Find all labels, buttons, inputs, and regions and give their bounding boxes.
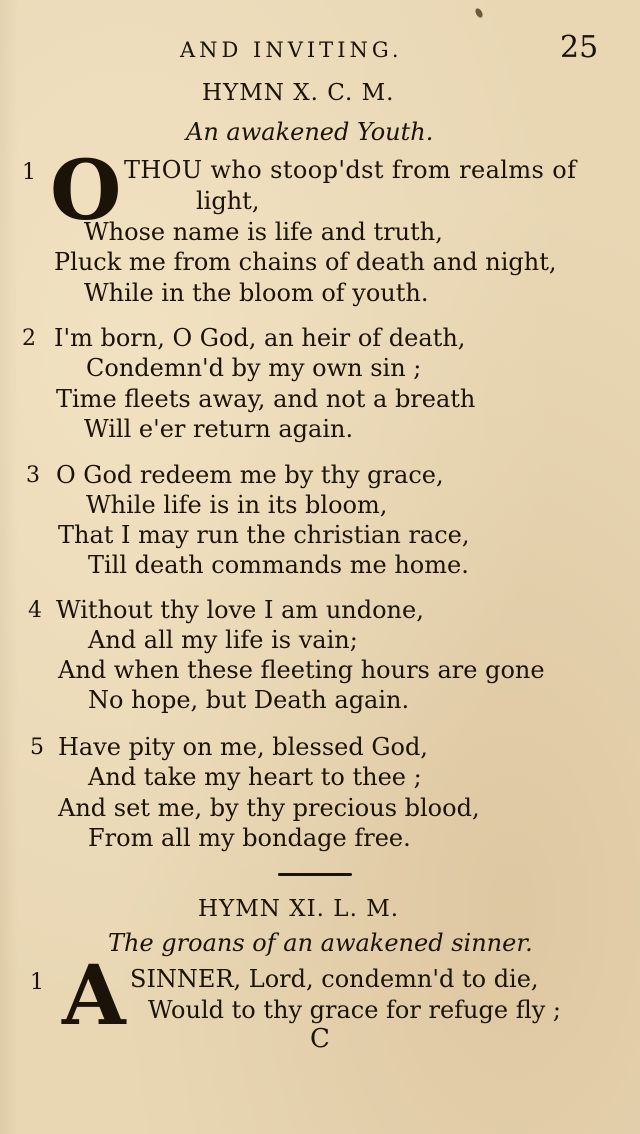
verse-line: THOU who stoop'dst from realms of	[124, 156, 577, 184]
verse-line: Whose name is life and truth,	[84, 218, 443, 246]
verse-line: While in the bloom of youth.	[84, 279, 429, 307]
page-number: 25	[560, 30, 599, 65]
ink-speck	[474, 7, 484, 19]
verse-line: While life is in its bloom,	[86, 491, 388, 519]
verse-line: And all my life is vain;	[88, 626, 358, 654]
verse-number: 3	[26, 463, 40, 488]
verse-number: 1	[30, 970, 44, 995]
verse-line: Have pity on me, blessed God,	[58, 733, 428, 761]
verse-line: That I may run the christian race,	[58, 521, 470, 549]
verse-line: Pluck me from chains of death and night,	[54, 248, 557, 276]
running-head: AND INVITING.	[180, 38, 403, 62]
verse-number: 5	[30, 735, 44, 760]
verse-line: Time fleets away, and not a breath	[56, 385, 476, 413]
signature-mark: C	[310, 1024, 330, 1054]
hymn-11-subtitle: The groans of an awakened sinner.	[108, 929, 533, 957]
drop-cap: A	[62, 948, 126, 1044]
verse-line: light,	[196, 187, 260, 215]
verse-line: From all my bondage free.	[88, 824, 411, 852]
verse-line: I'm born, O God, an heir of death,	[54, 324, 466, 352]
verse-line: SINNER, Lord, condemn'd to die,	[130, 965, 539, 993]
hymn-11-title: HYMN XI. L. M.	[198, 896, 400, 922]
verse-line: Will e'er return again.	[84, 415, 354, 443]
verse-line: Without thy love I am undone,	[56, 596, 424, 624]
hymn-10-subtitle: An awakened Youth.	[186, 118, 434, 146]
section-divider	[278, 873, 352, 876]
verse-line: No hope, but Death again.	[88, 686, 410, 714]
verse-line: And take my heart to thee ;	[88, 763, 422, 791]
verse-line: Would to thy grace for refuge fly ;	[148, 996, 561, 1024]
verse-line: And when these fleeting hours are gone	[58, 656, 545, 684]
verse-line: Till death commands me home.	[88, 551, 469, 579]
verse-number: 1	[22, 160, 36, 185]
verse-number: 2	[22, 326, 36, 351]
verse-line: And set me, by thy precious blood,	[58, 794, 480, 822]
verse-number: 4	[28, 598, 42, 623]
hymn-10-title: HYMN X. C. M.	[202, 80, 395, 106]
drop-cap: O	[50, 143, 122, 239]
verse-line: Condemn'd by my own sin ;	[86, 354, 422, 382]
verse-line: O God redeem me by thy grace,	[56, 461, 444, 489]
